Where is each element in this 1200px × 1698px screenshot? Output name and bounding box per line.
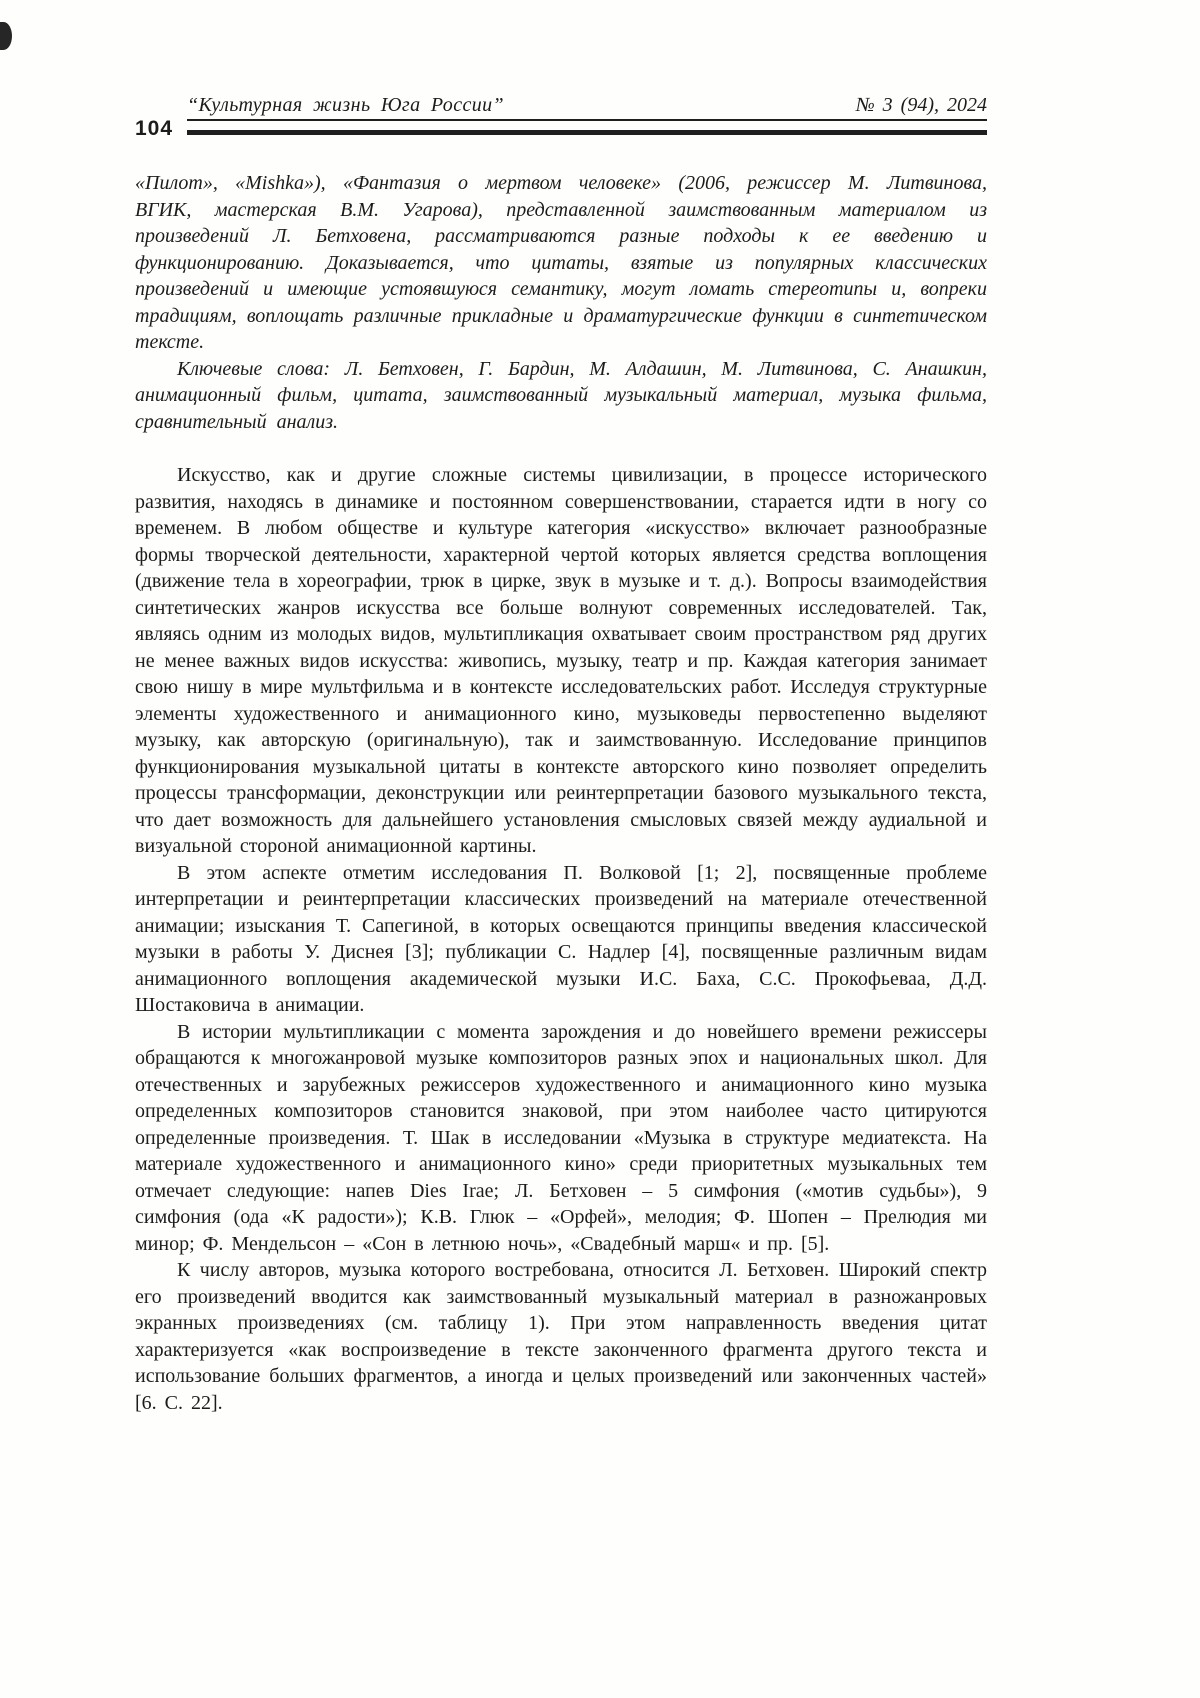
abstract-section (135, 170, 987, 435)
article-body (135, 170, 987, 1416)
keywords-paragraph: Ключевые слова: Л. Бетховен, Г. Бардин, М. Алдашин, М. Литвинова, С. Анашкин, анимационный фильм, цитата, заимствованный музыкальный материал, музыка фильма, сравнительный анализ. (135, 357, 987, 433)
body-paragraph: В этом аспекте отметим исследования П. Волковой [1; 2], посвященные проблеме интерпретации и реинтерпретации классических произведений на материале отечественной анимации; изыскания Т. Сапегиной, в которых освещаются принципы введения классической музыки в работы У. Диснея [3]; публикации С. Надлер [4], посвященные различным видам анимационного воплощения академической музыки И.С. Баха, С.С. Прокофьеваа, Д.Д. Шостаковича в анимации. (135, 861, 987, 1016)
scan-artifact-mark (0, 22, 12, 50)
page-content (135, 93, 987, 1416)
main-text-section (135, 462, 987, 1416)
issue-info: № 3 (94), 2024 (855, 94, 987, 116)
journal-title: “Культурная жизнь Юга России” (187, 94, 505, 116)
body-paragraph: К числу авторов, музыка которого востребована, относится Л. Бетховен. Широкий спектр его произведений вводится как заимствованный музыкальный материал в разножанровых экранных произведениях (см. таблицу 1). При этом направленность введения цитат характеризуется «как воспроизведение в тексте законченного фрагмента другого текста и использование больших фрагментов, а иногда и целых произведений или законченных частей» [6. С. 22]. (135, 1259, 987, 1414)
header-rules (187, 119, 987, 135)
header-rule-thin (187, 119, 987, 121)
running-head (135, 93, 987, 117)
abstract-continuation-paragraph: «Пилот», «Mishka»), «Фантазия о мертвом человеке» (2006, режиссер М. Литвинова, ВГИК, мастерская В.М. Угарова), представленной заимствованным материалом из произведений Л. Бетховена, рассматриваются разные подходы к ее введению и функционированию. Доказывается, что цитаты, взятые из популярных классических произведений и имеющие устоявшуюся семантику, могут ломать стереотипы и, вопреки традициям, воплощать различные прикладные и драматургические функции в синтетическом тексте. (135, 172, 987, 353)
page-header (135, 93, 987, 138)
header-rule-thick (187, 130, 987, 135)
page-number: 104 (135, 117, 174, 140)
header-rule-row (135, 119, 987, 138)
body-paragraph: Искусство, как и другие сложные системы цивилизации, в процессе исторического развития, находясь в динамике и постоянном совершенствовании, старается идти в ногу со временем. В любом обществе и культуре категория «искусство» включает разнообразные формы творческой деятельности, характерной чертой которых является средства воплощения (движение тела в хореографии, трюк в цирке, звук в музыке и т. д.). Вопросы взаимодействия синтетических жанров искусства все больше волнуют современных исследователей. Так, являясь одним из молодых видов, мультипликация охватывает своим пространством ряд других не менее важных видов искусства: живопись, музыку, театр и пр. Каждая категория занимает свою нишу в мире мультфильма и в контексте исследовательских работ. Исследуя структурные элементы художественного и анимационного кино, музыковеды первостепенно выделяют музыку, как авторскую (оригинальную), так и заимствованную. Исследование принципов функционирования музыкальной цитаты в контексте авторского кино позволяет определить процессы трансформации, деконструкции или реинтерпретации базового музыкального текста, что дает возможность для дальнейшего установления смысловых связей между аудиальной и визуальной стороной анимационной картины. (135, 464, 987, 857)
body-paragraph: В истории мультипликации с момента зарождения и до новейшего времени режиссеры обращаются к многожанровой музыке композиторов разных эпох и национальных школ. Для отечественных и зарубежных режиссеров художественного и анимационного кино музыка определенных композиторов становится знаковой, при этом наиболее часто цитируются определенные произведения. Т. Шак в исследовании «Музыка в структуре медиатекста. На материале художественного и анимационного кино» среди приоритетных музыкальных тем отмечает следующие: напев Dies Irae; Л. Бетховен – 5 симфония («мотив судьбы»), 9 симфония (ода «К радости»); К.В. Глюк – «Орфей», мелодия; Ф. Шопен – Прелюдия ми минор; Ф. Мендельсон – «Сон в летнюю ночь», «Свадебный марш« и пр. [5]. (135, 1020, 987, 1255)
